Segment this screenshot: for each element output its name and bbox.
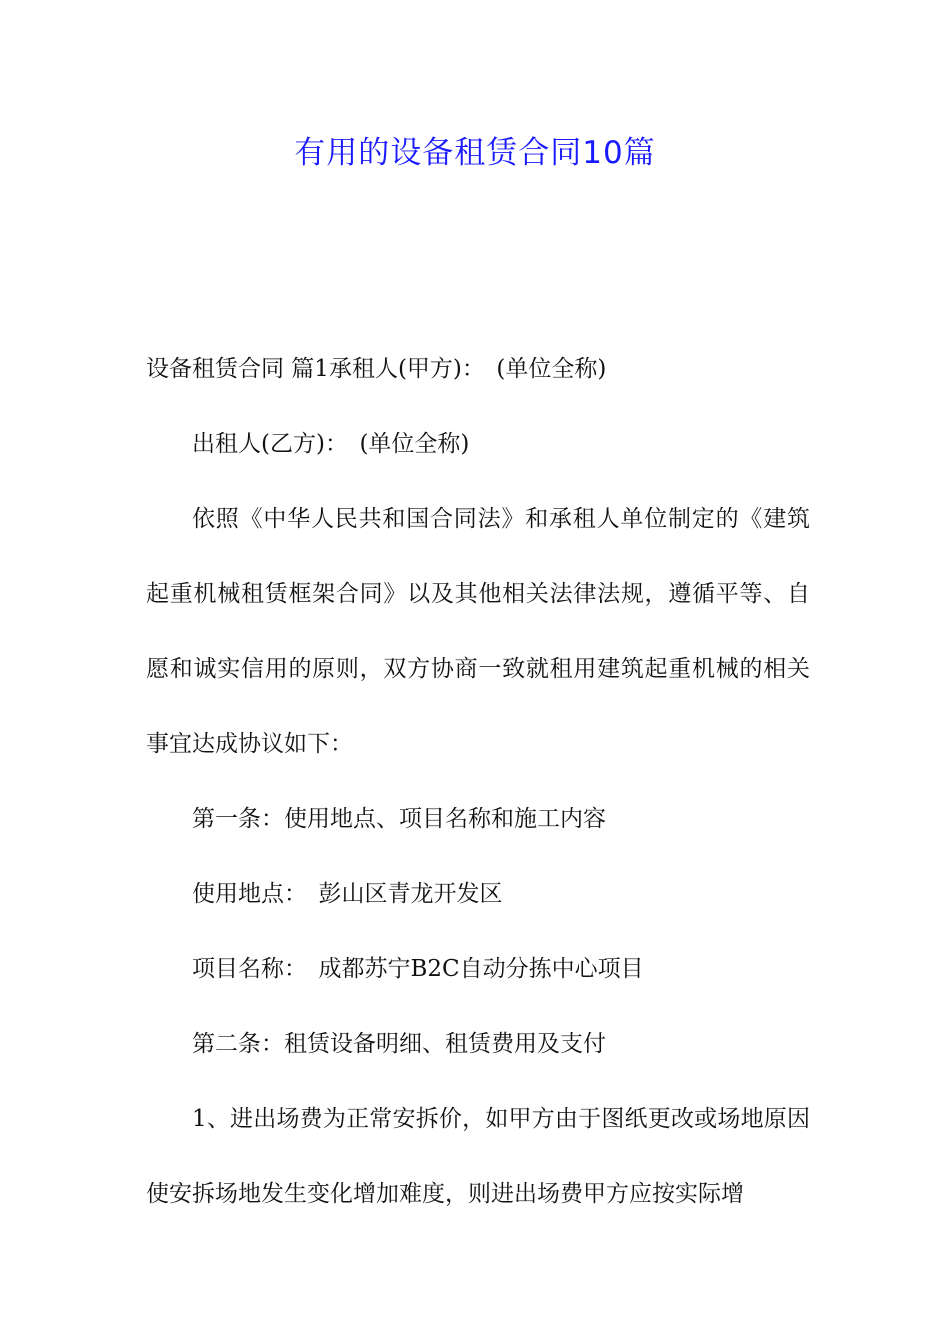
paragraph-8: 1、进出场费为正常安拆价，如甲方由于图纸更改或场地原因使安拆场地发生变化增加难度，则进出场费甲方应按实际增 [146, 1106, 810, 1207]
document-title: 有用的设备租赁合同10篇 [294, 135, 656, 171]
paragraph-3: 依照《中华人民共和国合同法》和承租人单位制定的《建筑起重机械租赁框架合同》以及其他相关法律法规，遵循平等、自愿和诚实信用的原则，双方协商一致就租用建筑起重机械的相关事宜达成协议如下： [146, 506, 810, 757]
paragraph-4: 第一条：使用地点、项目名称和施工内容 [192, 806, 606, 832]
paragraph-1: 设备租赁合同 篇1承租人(甲方)： (单位全称) [146, 356, 607, 382]
document-body [146, 332, 810, 1232]
paragraph-7: 第二条：租赁设备明细、租赁费用及支付 [192, 1031, 606, 1057]
paragraph-2: 出租人(乙方)： (单位全称) [192, 431, 470, 457]
paragraph-6: 项目名称： 成都苏宁B2C自动分拣中心项目 [192, 956, 644, 982]
paragraph-5: 使用地点： 彭山区青龙开发区 [192, 881, 503, 907]
